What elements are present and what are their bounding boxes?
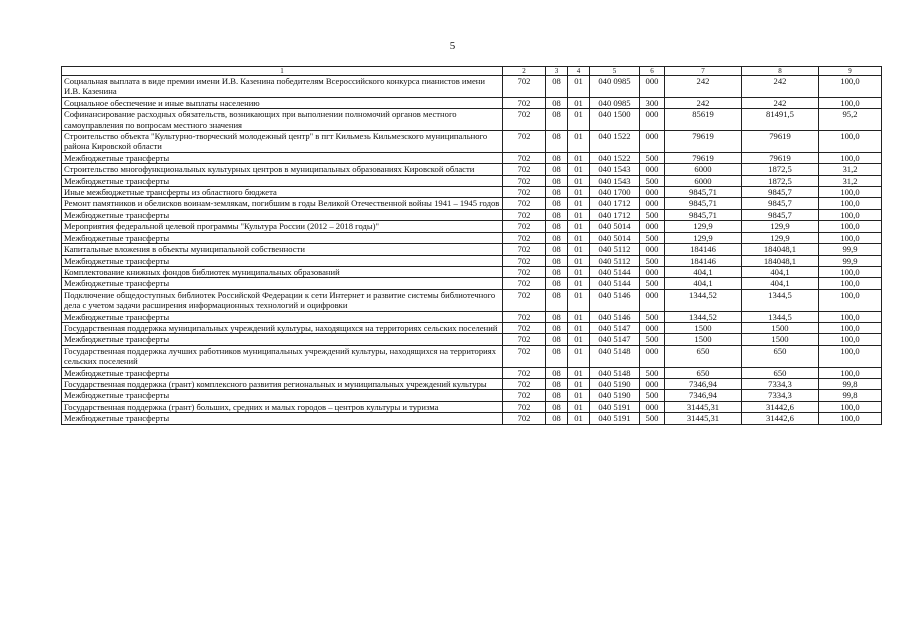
- table-row: [62, 244, 882, 255]
- expense-type-cell: 000: [640, 187, 665, 198]
- section-cell: 08: [546, 311, 568, 322]
- expense-type-cell: 000: [640, 378, 665, 389]
- budget-code-cell: 702: [503, 311, 546, 322]
- subsection-cell: 01: [568, 367, 590, 378]
- target-article-cell: 040 1522: [590, 152, 640, 163]
- table-row: [62, 255, 882, 266]
- section-cell: 08: [546, 221, 568, 232]
- budget-code-cell: 702: [503, 345, 546, 367]
- percent-cell: 100,0: [819, 187, 882, 198]
- percent-cell: 100,0: [819, 278, 882, 289]
- expense-type-cell: 500: [640, 152, 665, 163]
- budget-code-cell: 702: [503, 164, 546, 175]
- subsection-cell: 01: [568, 164, 590, 175]
- expense-name-cell: Межбюджетные трансферты: [62, 390, 503, 401]
- expense-name-cell: Государственная поддержка (грант) больших, средних и малых городов – центров культуры и туризма: [62, 401, 503, 412]
- budget-code-cell: 702: [503, 266, 546, 277]
- planned-amount-cell: 6000: [665, 164, 742, 175]
- column-number: 5: [590, 67, 640, 76]
- planned-amount-cell: 9845,71: [665, 209, 742, 220]
- expense-name-cell: Государственная поддержка (грант) комплексного развития региональных и муниципальных учреждений культуры: [62, 378, 503, 389]
- section-cell: 08: [546, 413, 568, 424]
- table-row: [62, 76, 882, 98]
- actual-amount-cell: 242: [742, 97, 819, 108]
- expense-name-cell: Капитальные вложения в объекты муниципальной собственности: [62, 244, 503, 255]
- budget-code-cell: 702: [503, 209, 546, 220]
- budget-code-cell: 702: [503, 378, 546, 389]
- target-article-cell: 040 0985: [590, 76, 640, 98]
- planned-amount-cell: 79619: [665, 131, 742, 153]
- planned-amount-cell: 9845,71: [665, 187, 742, 198]
- actual-amount-cell: 79619: [742, 152, 819, 163]
- subsection-cell: 01: [568, 413, 590, 424]
- expense-name-cell: Ремонт памятников и обелисков воинам-землякам, погибшим в годы Великой Отечественной войны 1941 – 1945 годов: [62, 198, 503, 209]
- subsection-cell: 01: [568, 187, 590, 198]
- table-row: [62, 152, 882, 163]
- actual-amount-cell: 9845,7: [742, 198, 819, 209]
- planned-amount-cell: 85619: [665, 109, 742, 131]
- budget-code-cell: 702: [503, 109, 546, 131]
- percent-cell: 100,0: [819, 401, 882, 412]
- expense-type-cell: 500: [640, 334, 665, 345]
- expense-name-cell: Подключение общедоступных библиотек Российской Федерации к сети Интернет и развитие системы библиотечного дела с учетом задачи расширения информационных технологий и оцифровки: [62, 289, 503, 311]
- budget-code-cell: 702: [503, 334, 546, 345]
- planned-amount-cell: 7346,94: [665, 378, 742, 389]
- actual-amount-cell: 7334,3: [742, 378, 819, 389]
- section-cell: 08: [546, 187, 568, 198]
- table-row: [62, 198, 882, 209]
- table-row: [62, 221, 882, 232]
- expense-type-cell: 500: [640, 390, 665, 401]
- section-cell: 08: [546, 209, 568, 220]
- expense-name-cell: Межбюджетные трансферты: [62, 334, 503, 345]
- percent-cell: 100,0: [819, 97, 882, 108]
- actual-amount-cell: 184048,1: [742, 244, 819, 255]
- subsection-cell: 01: [568, 109, 590, 131]
- actual-amount-cell: 1872,5: [742, 164, 819, 175]
- subsection-cell: 01: [568, 266, 590, 277]
- subsection-cell: 01: [568, 76, 590, 98]
- subsection-cell: 01: [568, 334, 590, 345]
- expense-type-cell: 500: [640, 367, 665, 378]
- planned-amount-cell: 31445,31: [665, 413, 742, 424]
- section-cell: 08: [546, 266, 568, 277]
- actual-amount-cell: 129,9: [742, 232, 819, 243]
- actual-amount-cell: 404,1: [742, 266, 819, 277]
- column-number: 7: [665, 67, 742, 76]
- target-article-cell: 040 5191: [590, 401, 640, 412]
- expense-type-cell: 500: [640, 311, 665, 322]
- subsection-cell: 01: [568, 152, 590, 163]
- target-article-cell: 040 1712: [590, 209, 640, 220]
- expense-type-cell: 000: [640, 322, 665, 333]
- expense-type-cell: 000: [640, 266, 665, 277]
- section-cell: 08: [546, 401, 568, 412]
- subsection-cell: 01: [568, 97, 590, 108]
- section-cell: 08: [546, 131, 568, 153]
- actual-amount-cell: 1344,5: [742, 311, 819, 322]
- subsection-cell: 01: [568, 221, 590, 232]
- table-row: [62, 209, 882, 220]
- target-article-cell: 040 5190: [590, 378, 640, 389]
- section-cell: 08: [546, 164, 568, 175]
- planned-amount-cell: 1344,52: [665, 311, 742, 322]
- expense-name-cell: Государственная поддержка лучших работников муниципальных учреждений культуры, находящихся на территориях сельских поселений: [62, 345, 503, 367]
- section-cell: 08: [546, 109, 568, 131]
- section-cell: 08: [546, 232, 568, 243]
- expense-type-cell: 000: [640, 289, 665, 311]
- actual-amount-cell: 184048,1: [742, 255, 819, 266]
- percent-cell: 100,0: [819, 76, 882, 98]
- expense-type-cell: 000: [640, 109, 665, 131]
- section-cell: 08: [546, 345, 568, 367]
- expense-name-cell: Межбюджетные трансферты: [62, 209, 503, 220]
- percent-cell: 31,2: [819, 175, 882, 186]
- budget-code-cell: 702: [503, 152, 546, 163]
- expense-name-cell: Межбюджетные трансферты: [62, 367, 503, 378]
- table-row: [62, 131, 882, 153]
- expense-type-cell: 300: [640, 97, 665, 108]
- table-row: [62, 334, 882, 345]
- percent-cell: 100,0: [819, 221, 882, 232]
- expense-type-cell: 000: [640, 401, 665, 412]
- target-article-cell: 040 5112: [590, 244, 640, 255]
- percent-cell: 99,8: [819, 378, 882, 389]
- target-article-cell: 040 5147: [590, 334, 640, 345]
- percent-cell: 99,9: [819, 244, 882, 255]
- percent-cell: 100,0: [819, 367, 882, 378]
- percent-cell: 100,0: [819, 322, 882, 333]
- expense-name-cell: Межбюджетные трансферты: [62, 278, 503, 289]
- page-number: 5: [449, 40, 456, 52]
- budget-table: [61, 66, 882, 425]
- target-article-cell: 040 5148: [590, 367, 640, 378]
- section-cell: 08: [546, 97, 568, 108]
- section-cell: 08: [546, 198, 568, 209]
- table-row: [62, 390, 882, 401]
- table-row: [62, 401, 882, 412]
- subsection-cell: 01: [568, 322, 590, 333]
- subsection-cell: 01: [568, 255, 590, 266]
- planned-amount-cell: 79619: [665, 152, 742, 163]
- table-row: [62, 378, 882, 389]
- actual-amount-cell: 404,1: [742, 278, 819, 289]
- table-row: [62, 109, 882, 131]
- section-cell: 08: [546, 378, 568, 389]
- percent-cell: 99,9: [819, 255, 882, 266]
- actual-amount-cell: 650: [742, 367, 819, 378]
- budget-code-cell: 702: [503, 76, 546, 98]
- expense-name-cell: Межбюджетные трансферты: [62, 311, 503, 322]
- table-row: [62, 266, 882, 277]
- actual-amount-cell: 31442,6: [742, 401, 819, 412]
- actual-amount-cell: 9845,7: [742, 187, 819, 198]
- expense-type-cell: 000: [640, 76, 665, 98]
- table-row: [62, 289, 882, 311]
- expense-type-cell: 500: [640, 255, 665, 266]
- budget-code-cell: 702: [503, 187, 546, 198]
- planned-amount-cell: 1500: [665, 334, 742, 345]
- planned-amount-cell: 1344,52: [665, 289, 742, 311]
- planned-amount-cell: 129,9: [665, 232, 742, 243]
- planned-amount-cell: 184146: [665, 244, 742, 255]
- budget-code-cell: 702: [503, 289, 546, 311]
- subsection-cell: 01: [568, 244, 590, 255]
- planned-amount-cell: 650: [665, 367, 742, 378]
- column-number: 4: [568, 67, 590, 76]
- section-cell: 08: [546, 175, 568, 186]
- planned-amount-cell: 404,1: [665, 266, 742, 277]
- actual-amount-cell: 1500: [742, 322, 819, 333]
- percent-cell: 100,0: [819, 334, 882, 345]
- budget-code-cell: 702: [503, 255, 546, 266]
- expense-type-cell: 000: [640, 131, 665, 153]
- expense-type-cell: 500: [640, 413, 665, 424]
- target-article-cell: 040 1522: [590, 131, 640, 153]
- budget-code-cell: 702: [503, 198, 546, 209]
- subsection-cell: 01: [568, 378, 590, 389]
- table-body: [62, 67, 882, 425]
- subsection-cell: 01: [568, 232, 590, 243]
- percent-cell: 100,0: [819, 311, 882, 322]
- expense-type-cell: 500: [640, 209, 665, 220]
- expense-name-cell: Иные межбюджетные трансферты из областного бюджета: [62, 187, 503, 198]
- percent-cell: 100,0: [819, 345, 882, 367]
- target-article-cell: 040 5148: [590, 345, 640, 367]
- actual-amount-cell: 9845,7: [742, 209, 819, 220]
- section-cell: 08: [546, 278, 568, 289]
- table-row: [62, 97, 882, 108]
- actual-amount-cell: 79619: [742, 131, 819, 153]
- subsection-cell: 01: [568, 345, 590, 367]
- expense-type-cell: 000: [640, 345, 665, 367]
- actual-amount-cell: 129,9: [742, 221, 819, 232]
- target-article-cell: 040 5014: [590, 221, 640, 232]
- budget-code-cell: 702: [503, 278, 546, 289]
- target-article-cell: 040 5014: [590, 232, 640, 243]
- planned-amount-cell: 6000: [665, 175, 742, 186]
- actual-amount-cell: 81491,5: [742, 109, 819, 131]
- table-row: [62, 367, 882, 378]
- target-article-cell: 040 1543: [590, 164, 640, 175]
- expense-type-cell: 000: [640, 164, 665, 175]
- target-article-cell: 040 5190: [590, 390, 640, 401]
- percent-cell: 100,0: [819, 289, 882, 311]
- actual-amount-cell: 1344,5: [742, 289, 819, 311]
- planned-amount-cell: 1500: [665, 322, 742, 333]
- expense-name-cell: Строительство объекта "Культурно-творческий молодежный центр" в пгт Кильмезь Кильмезского муниципального района Кировской области: [62, 131, 503, 153]
- actual-amount-cell: 7334,3: [742, 390, 819, 401]
- target-article-cell: 040 5146: [590, 311, 640, 322]
- subsection-cell: 01: [568, 401, 590, 412]
- planned-amount-cell: 9845,71: [665, 198, 742, 209]
- budget-code-cell: 702: [503, 367, 546, 378]
- expense-name-cell: Межбюджетные трансферты: [62, 413, 503, 424]
- percent-cell: 100,0: [819, 209, 882, 220]
- percent-cell: 99,8: [819, 390, 882, 401]
- expense-name-cell: Строительство многофункциональных культурных центров в муниципальных образованиях Кировской области: [62, 164, 503, 175]
- planned-amount-cell: 184146: [665, 255, 742, 266]
- expense-type-cell: 000: [640, 221, 665, 232]
- subsection-cell: 01: [568, 198, 590, 209]
- target-article-cell: 040 5112: [590, 255, 640, 266]
- target-article-cell: 040 1543: [590, 175, 640, 186]
- percent-cell: 100,0: [819, 266, 882, 277]
- expense-type-cell: 500: [640, 278, 665, 289]
- actual-amount-cell: 1500: [742, 334, 819, 345]
- target-article-cell: 040 1712: [590, 198, 640, 209]
- expense-name-cell: Софинансирование расходных обязательств, возникающих при выполнении полномочий органов местного самоуправления по вопросам местного значения: [62, 109, 503, 131]
- target-article-cell: 040 1500: [590, 109, 640, 131]
- section-cell: 08: [546, 244, 568, 255]
- percent-cell: 100,0: [819, 152, 882, 163]
- column-number: 9: [819, 67, 882, 76]
- section-cell: 08: [546, 322, 568, 333]
- actual-amount-cell: 650: [742, 345, 819, 367]
- expense-name-cell: Социальная выплата в виде премии имени И.В. Казенина победителям Всероссийского конкурса пианистов имени И.В. Казенина: [62, 76, 503, 98]
- budget-code-cell: 702: [503, 175, 546, 186]
- percent-cell: 100,0: [819, 198, 882, 209]
- planned-amount-cell: 31445,31: [665, 401, 742, 412]
- expense-name-cell: Комплектование книжных фондов библиотек муниципальных образований: [62, 266, 503, 277]
- subsection-cell: 01: [568, 131, 590, 153]
- table-row: [62, 278, 882, 289]
- column-number-row: [62, 67, 882, 76]
- percent-cell: 100,0: [819, 413, 882, 424]
- subsection-cell: 01: [568, 278, 590, 289]
- section-cell: 08: [546, 255, 568, 266]
- table-row: [62, 164, 882, 175]
- budget-code-cell: 702: [503, 390, 546, 401]
- section-cell: 08: [546, 76, 568, 98]
- expense-type-cell: 500: [640, 232, 665, 243]
- expense-type-cell: 000: [640, 198, 665, 209]
- section-cell: 08: [546, 334, 568, 345]
- percent-cell: 100,0: [819, 232, 882, 243]
- planned-amount-cell: 129,9: [665, 221, 742, 232]
- planned-amount-cell: 7346,94: [665, 390, 742, 401]
- planned-amount-cell: 242: [665, 76, 742, 98]
- expense-name-cell: Социальное обеспечение и иные выплаты населению: [62, 97, 503, 108]
- expense-type-cell: 500: [640, 175, 665, 186]
- expense-name-cell: Государственная поддержка муниципальных учреждений культуры, находящихся на территориях сельских поселений: [62, 322, 503, 333]
- table-row: [62, 345, 882, 367]
- planned-amount-cell: 404,1: [665, 278, 742, 289]
- expense-type-cell: 000: [640, 244, 665, 255]
- expense-name-cell: Мероприятия федеральной целевой программы "Культура России (2012 – 2018 годы)": [62, 221, 503, 232]
- target-article-cell: 040 5144: [590, 266, 640, 277]
- column-number: 6: [640, 67, 665, 76]
- table-row: [62, 175, 882, 186]
- table-row: [62, 232, 882, 243]
- actual-amount-cell: 31442,6: [742, 413, 819, 424]
- expense-name-cell: Межбюджетные трансферты: [62, 152, 503, 163]
- target-article-cell: 040 5191: [590, 413, 640, 424]
- column-number: 3: [546, 67, 568, 76]
- expense-name-cell: Межбюджетные трансферты: [62, 232, 503, 243]
- target-article-cell: 040 5146: [590, 289, 640, 311]
- budget-code-cell: 702: [503, 221, 546, 232]
- percent-cell: 95,2: [819, 109, 882, 131]
- percent-cell: 31,2: [819, 164, 882, 175]
- budget-code-cell: 702: [503, 322, 546, 333]
- target-article-cell: 040 0985: [590, 97, 640, 108]
- target-article-cell: 040 5144: [590, 278, 640, 289]
- expense-name-cell: Межбюджетные трансферты: [62, 175, 503, 186]
- planned-amount-cell: 650: [665, 345, 742, 367]
- table-row: [62, 413, 882, 424]
- budget-code-cell: 702: [503, 131, 546, 153]
- budget-code-cell: 702: [503, 244, 546, 255]
- section-cell: 08: [546, 289, 568, 311]
- section-cell: 08: [546, 390, 568, 401]
- budget-code-cell: 702: [503, 401, 546, 412]
- column-number: 2: [503, 67, 546, 76]
- subsection-cell: 01: [568, 311, 590, 322]
- percent-cell: 100,0: [819, 131, 882, 153]
- table-row: [62, 187, 882, 198]
- subsection-cell: 01: [568, 175, 590, 186]
- actual-amount-cell: 242: [742, 76, 819, 98]
- section-cell: 08: [546, 367, 568, 378]
- budget-code-cell: 702: [503, 413, 546, 424]
- table-row: [62, 311, 882, 322]
- table-row: [62, 322, 882, 333]
- subsection-cell: 01: [568, 209, 590, 220]
- planned-amount-cell: 242: [665, 97, 742, 108]
- subsection-cell: 01: [568, 390, 590, 401]
- budget-code-cell: 702: [503, 97, 546, 108]
- subsection-cell: 01: [568, 289, 590, 311]
- section-cell: 08: [546, 152, 568, 163]
- column-number: 1: [62, 67, 503, 76]
- actual-amount-cell: 1872,5: [742, 175, 819, 186]
- column-number: 8: [742, 67, 819, 76]
- budget-code-cell: 702: [503, 232, 546, 243]
- expense-name-cell: Межбюджетные трансферты: [62, 255, 503, 266]
- target-article-cell: 040 1700: [590, 187, 640, 198]
- target-article-cell: 040 5147: [590, 322, 640, 333]
